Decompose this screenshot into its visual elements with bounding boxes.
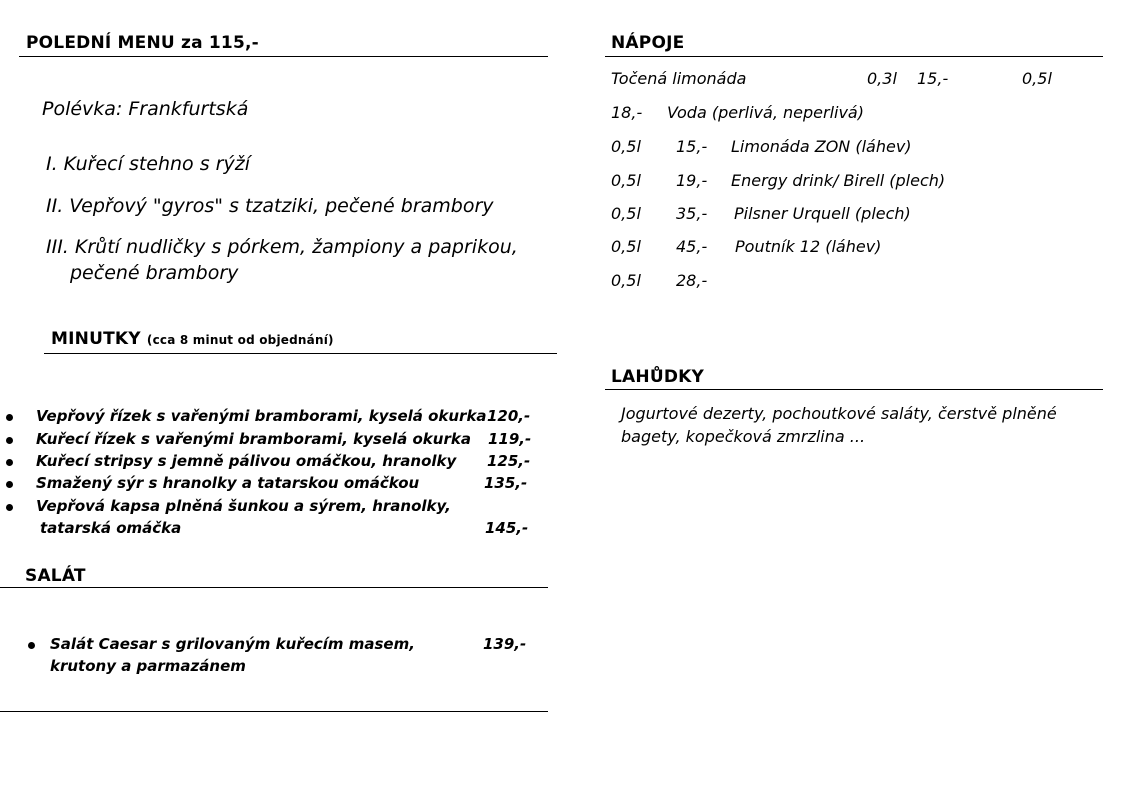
delicacies-heading: LAHŮDKY	[611, 367, 705, 387]
drink-lemonade-price-small: 15,-	[917, 69, 949, 88]
salad-heading-rule	[0, 587, 548, 588]
lunch-item-3: III. Krůtí nudličky s pórkem, žampiony a paprikou,	[46, 236, 518, 258]
minutka-1-name: Vepřový řízek s vařenými bramborami, kyselá okurka	[36, 407, 487, 425]
delicacies-heading-rule	[605, 389, 1103, 390]
minutka-4-price: 135,-	[484, 474, 528, 492]
soup-line: Polévka: Frankfurtská	[42, 98, 249, 120]
drink-pilsner-size: 0,5l	[611, 237, 641, 256]
minutka-4-name: Smažený sýr s hranolky a tatarskou omáčkou	[36, 474, 420, 492]
bullet-icon	[6, 481, 13, 488]
minutky-heading-rule	[44, 353, 557, 354]
minutka-3-price: 125,-	[487, 452, 531, 470]
drink-water-name: Voda (perlivá, neperlivá)	[667, 103, 864, 122]
salad-heading: SALÁT	[25, 566, 86, 586]
delicacies-line-2: bagety, kopečková zmrzlina ...	[621, 427, 866, 446]
drink-pilsner-price: 45,-	[676, 237, 708, 256]
bullet-icon	[6, 504, 13, 511]
drink-poutnik-name: Poutník 12 (láhev)	[735, 237, 882, 256]
drink-zon-size: 0,5l	[611, 171, 641, 190]
drink-lemonade-size-large: 0,5l	[1022, 69, 1052, 88]
bullet-icon	[28, 642, 35, 649]
lunch-item-2: II. Vepřový "gyros" s tzatziki, pečené brambory	[46, 195, 494, 217]
salad-price: 139,-	[483, 635, 527, 653]
minutka-2-price: 119,-	[488, 430, 532, 448]
minutka-3-name: Kuřecí stripsy s jemně pálivou omáčkou, hranolky	[36, 452, 457, 470]
minutky-title: MINUTKY	[51, 329, 141, 349]
minutka-5-name: Vepřová kapsa plněná šunkou a sýrem, hranolky,	[36, 497, 451, 515]
minutky-note: (cca 8 minut od objednání)	[146, 333, 334, 347]
minutka-5-name-cont: tatarská omáčka	[40, 519, 182, 537]
drink-zon-name: Limonáda ZON (láhev)	[731, 137, 912, 156]
drink-poutnik-size: 0,5l	[611, 271, 641, 290]
bottom-rule	[0, 711, 548, 712]
lunch-heading-rule	[19, 56, 548, 57]
drinks-heading-rule	[605, 56, 1103, 57]
minutka-2-name: Kuřecí řízek s vařenými bramborami, kyselá okurka	[36, 430, 471, 448]
bullet-icon	[6, 437, 13, 444]
drink-energy-size: 0,5l	[611, 204, 641, 223]
drink-lemonade-size-small: 0,3l	[867, 69, 897, 88]
minutka-1-price: 120,-	[487, 407, 531, 425]
bullet-icon	[6, 414, 13, 421]
drink-poutnik-price: 28,-	[676, 271, 708, 290]
drink-water-size: 0,5l	[611, 137, 641, 156]
bullet-icon	[6, 459, 13, 466]
drink-zon-price: 19,-	[676, 171, 708, 190]
salad-name-cont: krutony a parmazánem	[50, 657, 246, 675]
salad-name: Salát Caesar s grilovaným kuřecím masem,	[50, 635, 415, 653]
drink-lemonade-price-large: 18,-	[611, 103, 643, 122]
drink-energy-name: Energy drink/ Birell (plech)	[731, 171, 946, 190]
lunch-heading: POLEDNÍ MENU za 115,-	[26, 33, 259, 53]
drink-pilsner-name: Pilsner Urquell (plech)	[734, 204, 911, 223]
minutka-5-price: 145,-	[485, 519, 529, 537]
lunch-item-3-cont: pečené brambory	[70, 262, 239, 284]
drinks-heading: NÁPOJE	[611, 33, 685, 53]
drink-lemonade-name: Točená limonáda	[611, 69, 747, 88]
delicacies-line-1: Jogurtové dezerty, pochoutkové saláty, čerstvě plněné	[621, 404, 1057, 423]
minutky-heading	[51, 329, 334, 349]
lunch-item-1: I. Kuřecí stehno s rýží	[46, 153, 250, 175]
drink-energy-price: 35,-	[676, 204, 708, 223]
drink-water-price: 15,-	[676, 137, 708, 156]
